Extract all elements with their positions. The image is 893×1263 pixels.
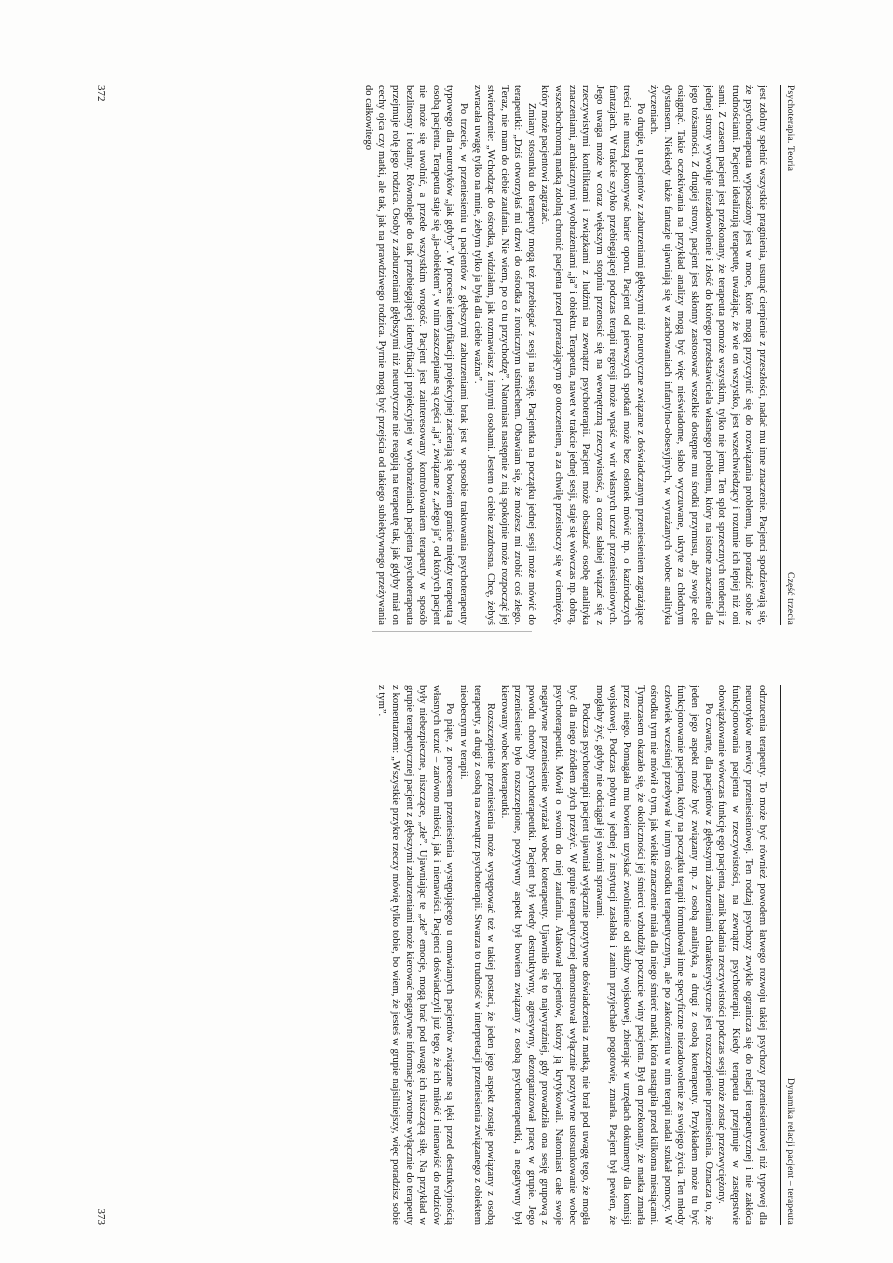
paragraph: Zmiany stosunku do terapeuty mogą też przebiegać z sesji na sesję. Pacjentka na początku jednej sesji może mówić do terapeutki: „Dziś otworzyłaś mi drzwi do ośrodka z ironicznym uśmiechem. Obawiam się, że możesz mi zrobić coś złego. Teraz, nie mam do ciebie zaufania. Nie wiem, po co tu przychodzę”. Natomiast następnie z nią spokojnie może rozpocząć jej stwierdzenie: „Wchodząc do ośrodka, widziałam, jak rozmawiasz z innymi osobami. Jestem o ciebie zazdrosna. Chcę, żebyś zwracała uwagę tylko na mnie, żebym tylko ja była dla ciebie ważna”.	[471, 85, 537, 625]
left-page	[95, 85, 795, 625]
paragraph: Po drugie, u pacjentów z zaburzeniami głębszymi niż neurotyczne związane z doświadczanym przeniesieniem zagrażające treści nie muszą pokonywać barier oporu. Pacjent od pierwszych spotkań może bez osłonek mówić np. o kazirodczych fantazjach. W trakcie szybko przebiegającej podczas terapii regresji może wpaść w wir własnych uczuć przeniesieniowych. Jego uwaga może w coraz większym stopniu przenosić się na wewnętrzną rzeczywistość, a coraz słabiej wiązać się z rzeczywistymi konfliktami i związkami z ludźmi na zewnątrz psychoterapii. Pacjent może obsadzać osobę analityka znaczeniami, archaicznymi wyobrażeniami „ja” i obiektu. Terapeuta, nawet w trakcie jednej sesji, staje się wówczas np. dobrą, wszechochronną matką zdolną chronić pacjenta przed przerażającym go otoczeniem, a za chwilę przeistoczy się w ciemiężcę, który może pacjentowi zagrażać.	[539, 85, 646, 625]
header-left: Psychoterapia. Teoria	[785, 85, 795, 172]
paragraph: Podczas psychoterapii pacjent ujawniał wyłącznie pozytywne doświadczenia z matką, nie brał pod uwagę tego, że mogła być dla niego źródłem złych przeżyć. W grupie terapeutycznej demonstrował wyłącznie pozytywne ustosunkowanie wobec psychoterapeutki. Mówił o swoim do niej zaufaniu. Atakował pacjentów, którzy ją krytykowali. Natomiast całe swoje negatywne przeniesienie wyrażał wobec koterapeuty. Ujawniło się to najwyraźniej, gdy prowadziła ona sesję grupową z powodu choroby psychoterapeutki. Pacjent był wtedy destruktywny, agresywny, dezorganizował pracę w grupie. Jego przeniesienie było rozszczepione, pozytywny aspekt był bowiem związany z osobą psychoterapeutki, a negatywny był kierowany wobec koterapeutki.	[498, 685, 592, 1225]
body-text	[139, 685, 769, 1225]
body-text	[139, 85, 769, 625]
paragraph: Po czwarte, dla pacjentów z głębszymi zaburzeniami charakterystyczne jest rozszczepienie przeniesienia. Oznacza to, że jeden jego aspekt może być związany np. z osobą analityka, a drugi z osobą koterapeuty. Przykładem może tu być funkcjonowanie pacjenta, który na początku terapii formułował inne specyficzne niezadowolenie ze swojego życia. Ten młody człowiek wcześniej przebywał w innym ośrodku terapeutycznym, ale po zakończeniu w nim terapii nadal szukał pomocy. W ośrodku tym nie mówił o tym, jak wielkie znaczenie miała dla niego śmierć matki, która nastąpiła przed kilkoma miesiącami. Tymczasem okazało się, że okoliczności jej śmierci wzbudziły poczucie winy pacjenta. Był on przekonany, że matka zmarła przez niego. Pomagała mu bowiem uzyskać zwolnienie od służby wojskowej, zbierając w urzędach dokumenty dla komisji wojskowej. Podczas pobytu w jednej z instytucji zasłabła i zanim przyjechało pogotowie, zmarła. Pacjent był pewien, że mogłaby żyć, gdyby nie odciągał jej swoimi sprawami.	[593, 685, 714, 1225]
paragraph: Po trzecie, w przeniesieniu u pacjentów z głębszymi zaburzeniami brak jest w sposobie traktowania psychoterapeuty typowego dla neurotyków „jak gdyby”. W procesie identyfikacji projekcyjnej zacierają się bowiem granice między terapeutą a osobą pacjenta. Terapeuta staje się „ja-obiektem”, w nim zaszczepiane są części „ja”, związane z „złego ja”, od których pacjent nie może się uwolnić, a przede wszystkim wrogość. Pacjent jest zainteresowany kontrolowaniem terapeuty w sposób bezlitosny i totalny. Równolegle do tak przebiegającej identyfikacji projekcyjnej w wyobrażeniach pacjenta psychoterapeuta przejmuje rolę jego rodzica. Osoby z zaburzeniami głębszymi niż neurotyczne nie reagują na terapeutę tak, jak gdyby miał on cechy ojca czy matki, ale tak, jak na prawdziwego rodzica. Pyrnie mogą być przejścia od takiego subiektywnego przeżywania do całkowitego	[362, 85, 469, 625]
page-number: 372	[95, 85, 107, 102]
gutter-mark	[372, 631, 532, 632]
right-page	[95, 685, 795, 1225]
header-right: Dynamika relacji pacjent – terapeuta	[785, 1078, 795, 1225]
paragraph: Rozszczepienie przeniesienia może występować też w takiej postaci, że jeden jego aspekt zostaje powiązany z osobą terapeuty, a drugi z osobą na zewnątrz psychoterapii. Stwarza to trudność w interpretacji przeniesienia związanego z obiektem nieobecnym w terapii.	[457, 685, 497, 1225]
paragraph: jest zdolny spełnić wszystkie pragnienia, usunąć cierpienie z przeszłości, nadać mu inne znaczenie. Pacjenci spodziewają się, że psychoterapeuta wyposażony jest w moce, które mogą przyczynić się do rozwiązania problemu, lub poradzić sobie z trudnościami. Pacjenci idealizują terapeutę, uważając, że wie on wszystko, jest wszechwiedzący i rozumie ich lepiej niż oni sami. Z czasem pacjent jest przekonany, że terapeuta pomoże wszystkim, tylko nie jemu. Ten splot sprzecznych tendencji z jednej strony wywołuje niezadowolenie i złość do którego przedstawiciela własnego problemu, który na istotne znaczenie dla jego tożsamości. Z drugiej strony, pacjent jest skłonny zastosować wszelkie dostępne mu środki przymusu, aby swoje cele osiągnąć. Takie oczekiwania na przykład analizy mogą być więc nieświadome, słabo wyczuwane, ukryte za chłodnym dystansem. Niekiedy także fantazje ujawniają się w zachowaniach infantylno-obsesyjnych, w wyrażanych wobec analityka życzeniach.	[648, 85, 768, 625]
running-header	[780, 685, 795, 1225]
running-header	[780, 85, 795, 625]
paragraph: odrzucenia terapeuty. To może być również powodem łatwego rozwoju takiej psychozy przeniesieniowej niż typowej dla neurotyków nerwicy przeniesieniowej. Ten rodzaj psychozy zwykle ogranicza się do relacji terapeutycznej i nie zakłóca funkcjonowania pacjenta w rzeczywistości, na zewnątrz psychoterapii. Kiedy terapeuta przejmuje w zastępstwie obowiązkowanie wówczas funkcję ego pacjenta, zanik badania rzeczywistości podczas sesji może zostać przezwyciężony.	[716, 685, 768, 1225]
paragraph: Po piąte, z procesem przeniesienia występującego u omawianych pacjentów związane są lęki przed destrukcyjnością własnych uczuć – zarówno miłości, jak i nienawiści. Pacjenci doświadczyli już tego, że ich miłość i nienawiść do rodziców były niebezpieczne, niszczące, „złe”. Ujawniając te „złe” emocje, mogą brać pod uwagę ich niszczącą siłę. Na przykład w grupie terapeutycznej pacjent z głębszymi zaburzeniami może kierować negatywne informacje zwrotne wyłącznie do terapeuty z komentarzem: „Wszystkie przykre rzeczy mówię tylko tobie, bo wiem, że jesteś w grupie najsilniejszy, więc poradzisz sobie z tym”.	[376, 685, 456, 1225]
page-number: 373	[95, 1208, 107, 1225]
header-right: Część trzecia	[785, 572, 795, 625]
